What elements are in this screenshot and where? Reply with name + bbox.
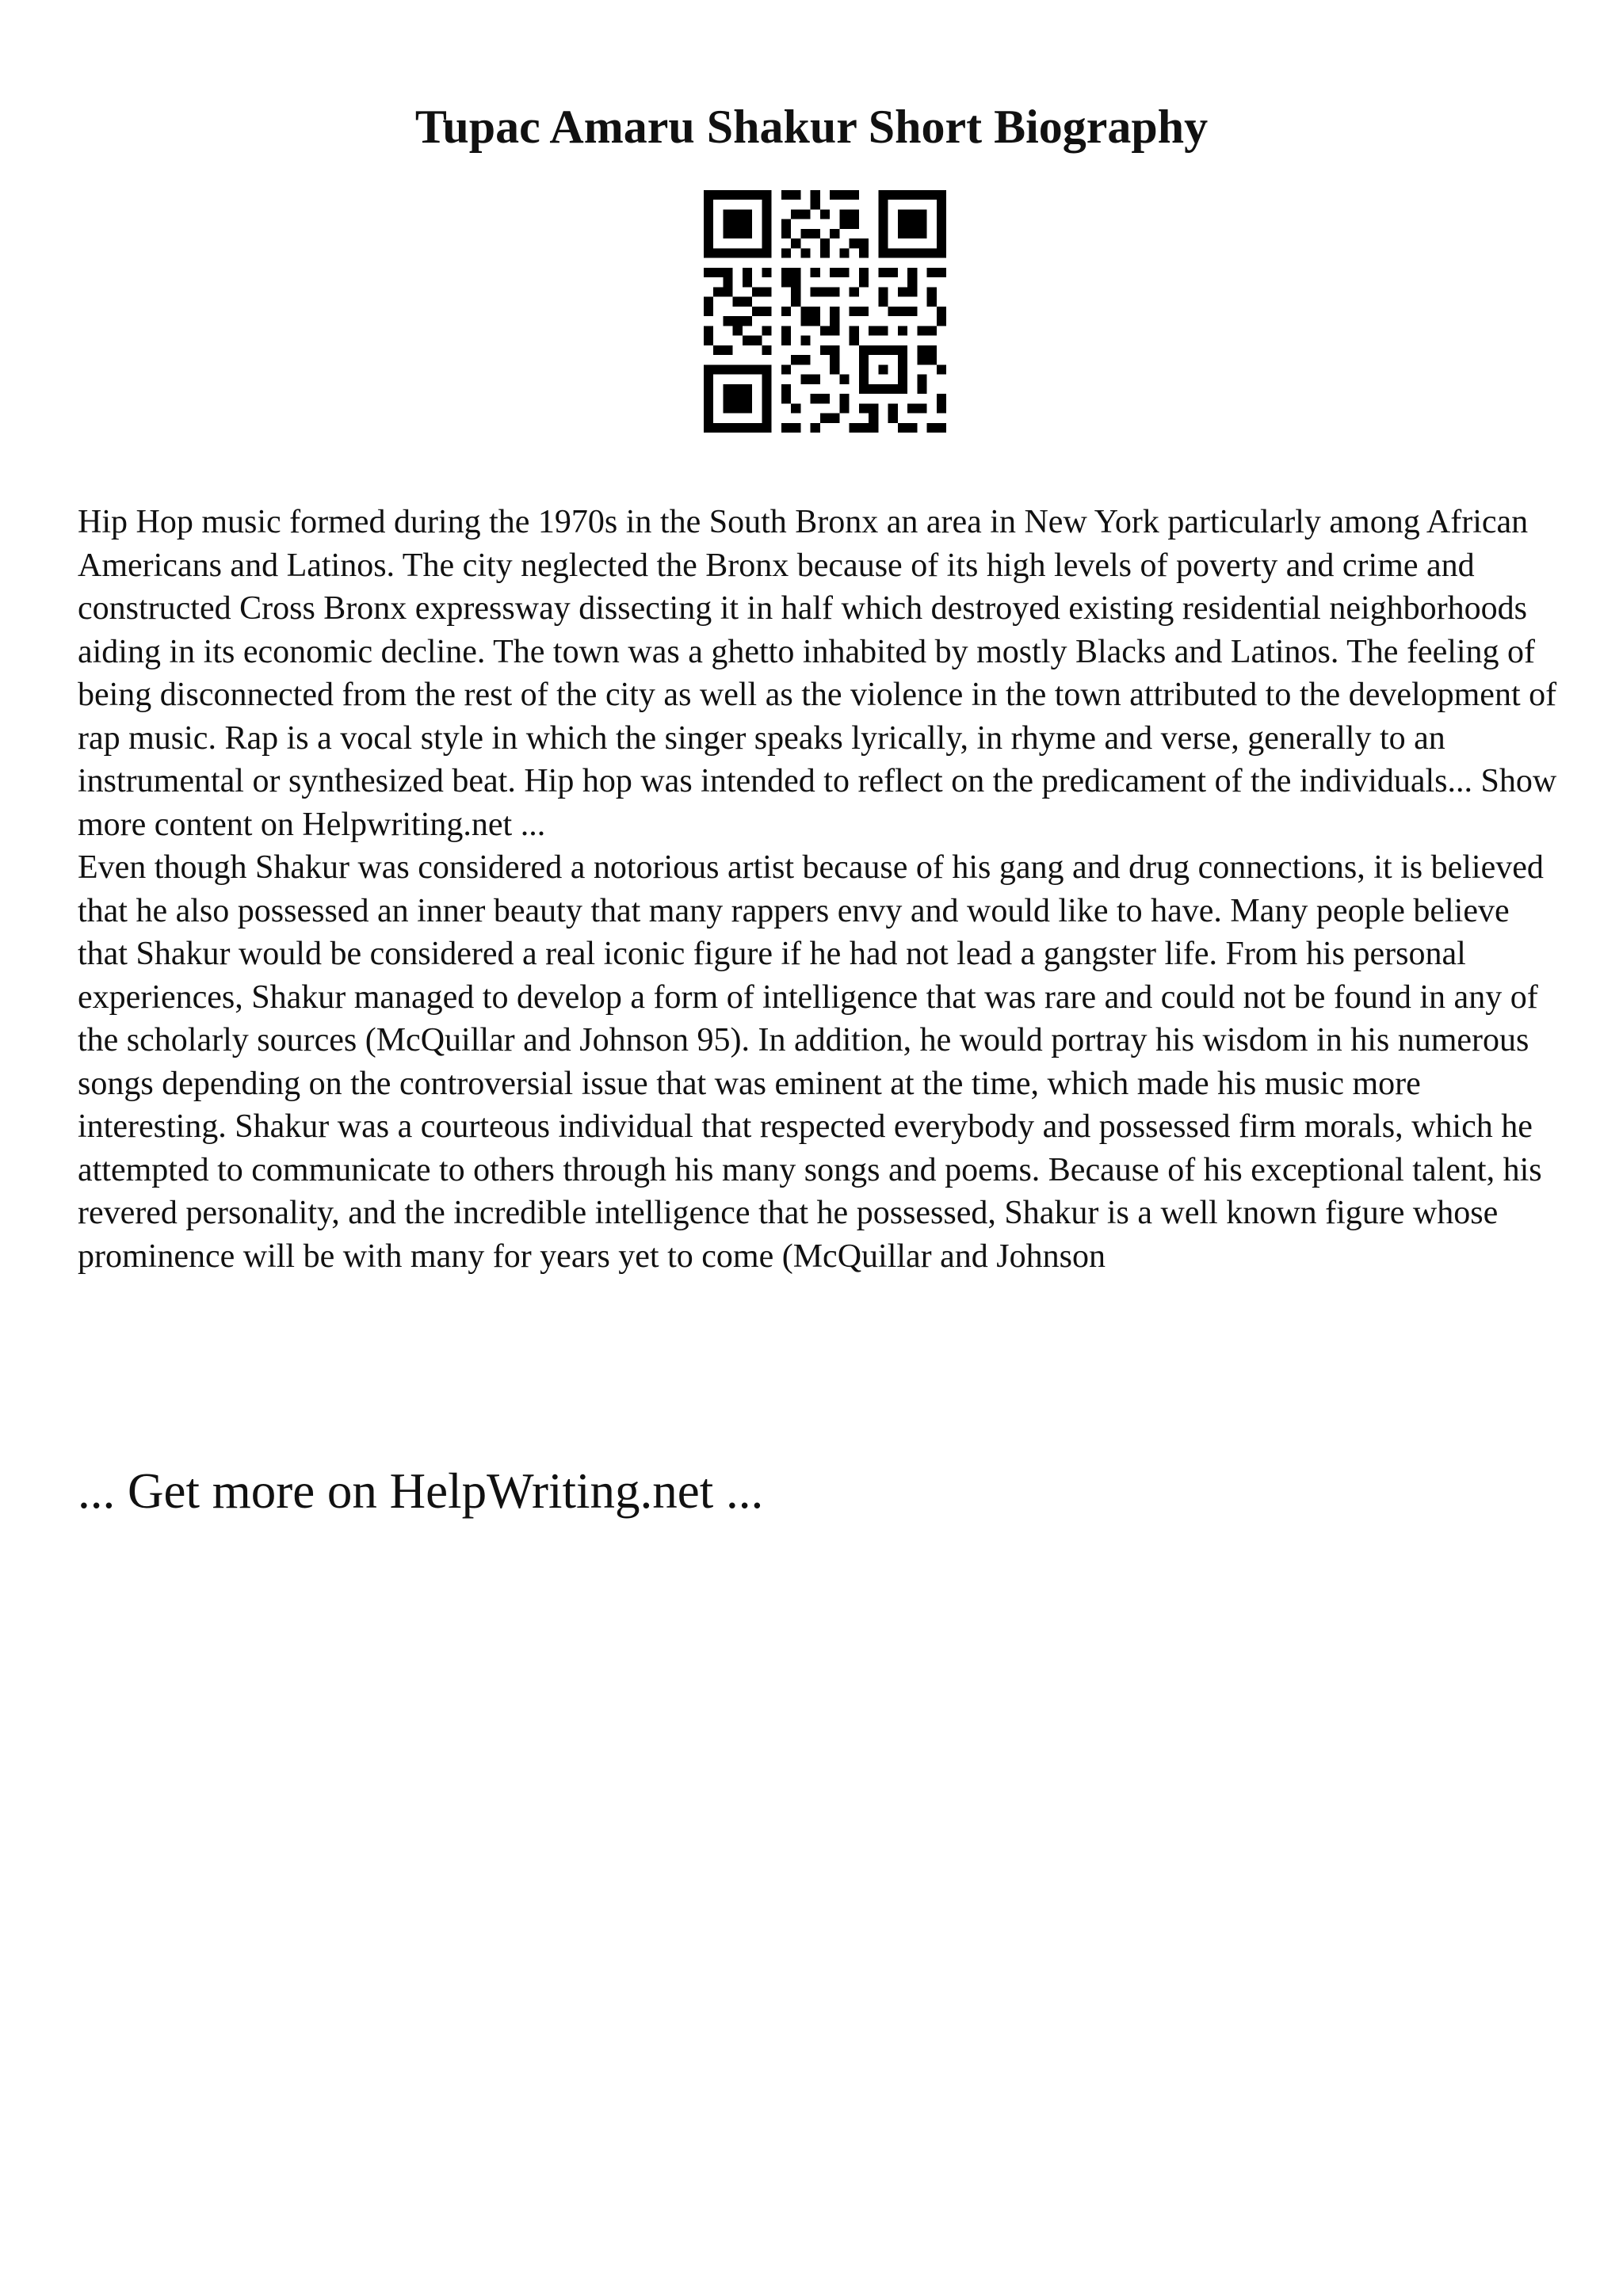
page-title: Tupac Amaru Shakur Short Biography xyxy=(414,101,1209,153)
body-text xyxy=(78,501,1560,1278)
paragraph-2: Even though Shakur was considered a notorious artist because of his gang and drug connections, it is believed that he also possessed an inner beauty that many rappers envy and would like to have. Many people believe that Shakur would be considered a real iconic figure if he had not lead a gangster life. From his personal experiences, Shakur managed to develop a form of intelligence that was rare and could not be found in any of the scholarly sources (McQuillar and Johnson 95). In addition, he would portray his wisdom in his numerous songs depending on the controversial issue that was eminent at the time, which made his music more interesting. Shakur was a courteous individual that respected everybody and possessed firm morals, which he attempted to communicate to others through his many songs and poems. Because of his exceptional talent, his revered personality, and the incredible intelligence that he possessed, Shakur is a well known figure whose prominence will be with many for years yet to come (McQuillar and Johnson xyxy=(78,849,1544,1275)
paragraph-1: Hip Hop music formed during the 1970s in the South Bronx an area in New York particularly among African Americans and Latinos. The city neglected the Bronx because of its high levels of poverty and crime and constructed Cross Bronx expressway dissecting it in half which destroyed existing residential neighborhoods aiding in its economic decline. The town was a ghetto inhabited by mostly Blacks and Latinos. The feeling of being disconnected from the rest of the city as well as the violence in the town attributed to the development of rap music. Rap is a vocal style in which the singer speaks lyrically, in rhyme and verse, generally to an instrumental or synthesized beat. Hip hop was intended to reflect on the predicament of the individuals... Show more content on Helpwriting.net ... xyxy=(78,504,1557,843)
get-more-link[interactable]: ... Get more on HelpWriting.net ... xyxy=(78,1463,764,1519)
qr-code-icon xyxy=(704,190,946,433)
